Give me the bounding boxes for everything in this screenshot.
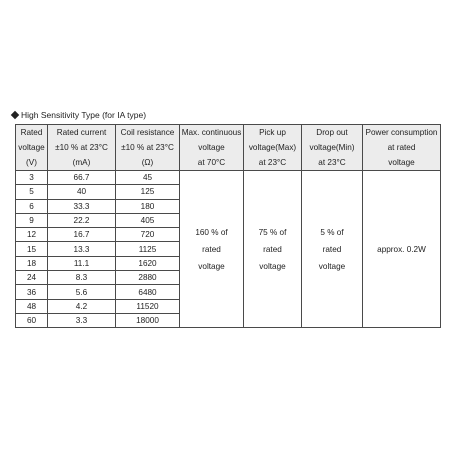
col-header-drop-out-voltage <box>302 125 363 171</box>
header-line: at 23°C <box>318 158 346 167</box>
cell-rated-voltage: 60 <box>16 313 48 327</box>
cell-rated-current: 22.2 <box>48 213 116 227</box>
cell-max-continuous-voltage <box>180 171 244 328</box>
cell-rated-voltage: 15 <box>16 242 48 256</box>
cell-coil-resistance: 2880 <box>116 271 180 285</box>
merged-line: 160 % of <box>195 227 228 237</box>
col-header-rated-current <box>48 125 116 171</box>
header-line: (mA) <box>72 158 91 167</box>
header-line: Drop out <box>316 128 348 137</box>
header-line: at 70°C <box>197 158 226 167</box>
cell-rated-voltage: 5 <box>16 185 48 199</box>
merged-line: voltage <box>259 261 286 271</box>
header-line: Coil resistance <box>120 128 175 137</box>
merged-line: voltage <box>198 261 225 271</box>
diamond-bullet-icon <box>11 111 19 119</box>
cell-rated-voltage: 48 <box>16 299 48 313</box>
header-line: Max. continuous <box>181 128 242 137</box>
header-line: (V) <box>26 158 37 167</box>
merged-line: 5 % of <box>320 227 344 237</box>
cell-rated-voltage: 36 <box>16 285 48 299</box>
cell-rated-voltage: 24 <box>16 271 48 285</box>
merged-line: voltage <box>318 261 346 271</box>
merged-line: rated <box>202 244 221 254</box>
table-row <box>16 171 441 185</box>
cell-coil-resistance: 6480 <box>116 285 180 299</box>
header-line: ±10 % at 23°C <box>55 143 108 152</box>
header-line: Rated current <box>56 128 107 137</box>
cell-coil-resistance: 1125 <box>116 242 180 256</box>
merged-line: approx. 0.2W <box>377 244 426 254</box>
cell-drop-out-voltage <box>302 171 363 328</box>
cell-coil-resistance: 125 <box>116 185 180 199</box>
header-line: at rated <box>387 143 416 152</box>
cell-rated-current: 3.3 <box>48 313 116 327</box>
cell-rated-current: 11.1 <box>48 256 116 270</box>
header-line: ±10 % at 23°C <box>121 143 174 152</box>
header-line: Rated <box>20 128 43 137</box>
cell-rated-current: 33.3 <box>48 199 116 213</box>
cell-pick-up-voltage <box>244 171 302 328</box>
cell-rated-voltage: 12 <box>16 228 48 242</box>
header-line: voltage(Max) <box>248 143 297 152</box>
cell-coil-resistance: 18000 <box>116 313 180 327</box>
cell-rated-voltage: 9 <box>16 213 48 227</box>
cell-coil-resistance: 11520 <box>116 299 180 313</box>
cell-coil-resistance: 180 <box>116 199 180 213</box>
header-line: Pick up <box>259 128 286 137</box>
merged-line: 75 % of <box>258 227 287 237</box>
col-header-rated-voltage <box>16 125 48 171</box>
table-header-row <box>16 125 441 171</box>
cell-rated-voltage: 18 <box>16 256 48 270</box>
header-line: at 23°C <box>258 158 287 167</box>
cell-rated-voltage: 3 <box>16 171 48 185</box>
header-line: (Ω) <box>141 158 154 167</box>
col-header-power-consumption <box>363 125 441 171</box>
section-heading <box>11 110 146 120</box>
header-line: voltage <box>198 143 225 152</box>
cell-coil-resistance: 45 <box>116 171 180 185</box>
cell-rated-voltage: 6 <box>16 199 48 213</box>
header-line: voltage <box>18 143 45 152</box>
header-line: voltage(Min) <box>309 143 355 152</box>
spec-table <box>15 124 441 328</box>
section-heading-text: High Sensitivity Type (for IA type) <box>21 110 147 120</box>
cell-rated-current: 16.7 <box>48 228 116 242</box>
col-header-coil-resistance <box>116 125 180 171</box>
cell-coil-resistance: 1620 <box>116 256 180 270</box>
cell-rated-current: 8.3 <box>48 271 116 285</box>
cell-power-consumption <box>363 171 441 328</box>
merged-line: rated <box>322 244 342 254</box>
merged-line: rated <box>263 244 282 254</box>
cell-rated-current: 66.7 <box>48 171 116 185</box>
cell-rated-current: 5.6 <box>48 285 116 299</box>
cell-rated-current: 13.3 <box>48 242 116 256</box>
header-line: Power consumption <box>365 128 438 137</box>
cell-rated-current: 4.2 <box>48 299 116 313</box>
cell-rated-current: 40 <box>48 185 116 199</box>
header-line: voltage <box>388 158 415 167</box>
cell-coil-resistance: 405 <box>116 213 180 227</box>
col-header-pick-up-voltage <box>244 125 302 171</box>
cell-coil-resistance: 720 <box>116 228 180 242</box>
col-header-max-continuous-voltage <box>180 125 244 171</box>
